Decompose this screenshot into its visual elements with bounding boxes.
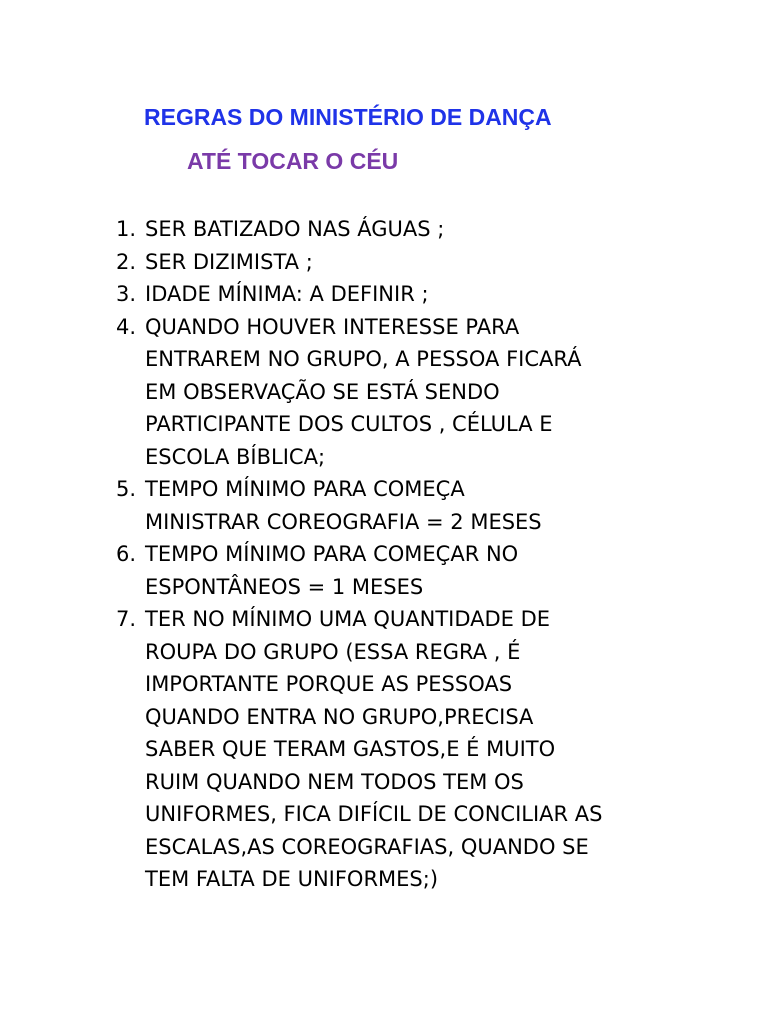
document-subtitle: ATÉ TOCAR O CÉU	[187, 148, 399, 174]
rule-text-line: IMPORTANTE PORQUE AS PESSOAS	[145, 672, 513, 696]
rule-text-line: TER NO MÍNIMO UMA QUANTIDADE DE	[145, 607, 551, 631]
rule-number: 2.	[116, 249, 137, 274]
rule-text-line: TEMPO MÍNIMO PARA COMEÇAR NO	[145, 542, 519, 566]
rule-text-line: ESCOLA BÍBLICA;	[145, 444, 326, 469]
document-title: REGRAS DO MINISTÉRIO DE DANÇA	[144, 104, 552, 130]
rule-text-line: ESCALAS,AS COREOGRAFIAS, QUANDO SE	[145, 834, 589, 859]
rule-text-line: SER DIZIMISTA ;	[145, 249, 313, 274]
rule-number: 1.	[116, 217, 137, 241]
rule-text-line: ENTRAREM NO GRUPO, A PESSOA FICARÁ	[145, 347, 582, 371]
rule-item	[116, 538, 676, 603]
rule-number: 5.	[116, 477, 137, 501]
rule-number: 7.	[116, 607, 137, 631]
rule-text-line: SER BATIZADO NAS ÁGUAS ;	[145, 217, 445, 241]
rule-text-line: QUANDO ENTRA NO GRUPO,PRECISA	[145, 704, 534, 729]
rule-item	[116, 278, 676, 311]
rule-text-line: RUIM QUANDO NEM TODOS TEM OS	[145, 769, 524, 794]
rule-item	[116, 311, 676, 474]
rule-number: 6.	[116, 542, 137, 566]
rule-number: 3.	[116, 282, 137, 306]
rule-text-line: TEMPO MÍNIMO PARA COMEÇA	[145, 477, 465, 501]
rule-number: 4.	[116, 314, 137, 339]
rule-text-line: QUANDO HOUVER INTERESSE PARA	[145, 314, 520, 339]
rule-item	[116, 246, 676, 279]
rule-item	[116, 603, 676, 896]
rule-item	[116, 213, 676, 246]
rule-text-line: ROUPA DO GRUPO (ESSA REGRA , É	[145, 639, 521, 664]
rule-text-line: PARTICIPANTE DOS CULTOS , CÉLULA E	[145, 412, 553, 436]
rule-text-line: MINISTRAR COREOGRAFIA = 2 MESES	[145, 509, 542, 534]
rule-text-line: ESPONTÂNEOS = 1 MESES	[145, 574, 424, 599]
rule-text-line: TEM FALTA DE UNIFORMES;)	[145, 867, 439, 891]
rules-list	[116, 213, 676, 896]
rule-item	[116, 473, 676, 538]
rule-text-line: EM OBSERVAÇÃO SE ESTÁ SENDO	[145, 379, 500, 404]
rule-text-line: IDADE MÍNIMA: A DEFINIR ;	[145, 282, 429, 306]
rule-text-line: SABER QUE TERAM GASTOS,E É MUITO	[145, 737, 556, 761]
rule-text-line: UNIFORMES, FICA DIFÍCIL DE CONCILIAR AS	[145, 802, 603, 826]
